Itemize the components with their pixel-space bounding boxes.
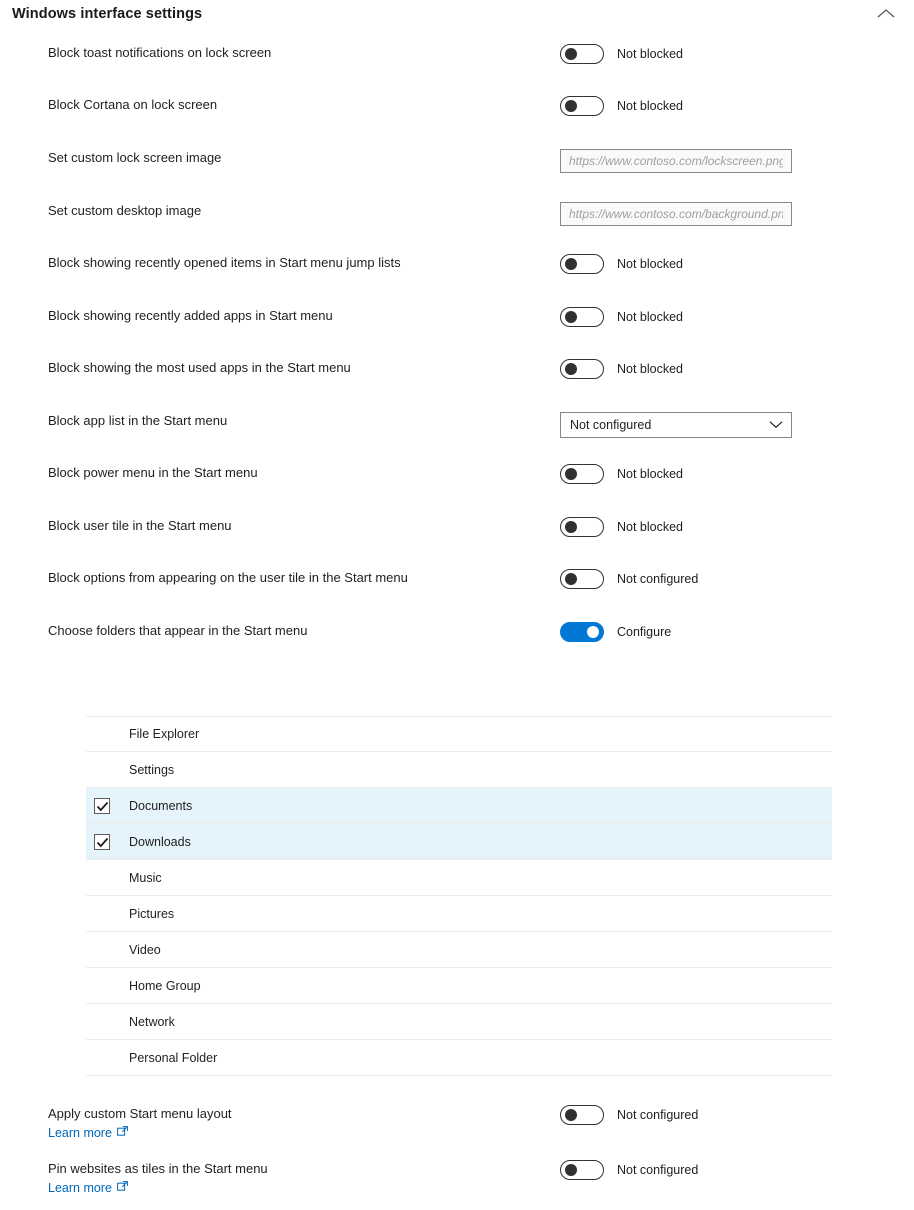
folder-row[interactable]: [86, 1040, 832, 1076]
setting-control: [560, 1160, 914, 1180]
setting-row: [0, 569, 914, 605]
folder-row[interactable]: [86, 932, 832, 968]
setting-label: Block Cortana on lock screen: [48, 97, 218, 112]
external-link-icon: [117, 1125, 128, 1142]
toggle-state-label: Not configured: [617, 1163, 699, 1177]
setting-control: [560, 44, 914, 64]
toggle-knob: [565, 100, 577, 112]
setting-control: [560, 517, 914, 537]
setting-label: Set custom lock screen image: [48, 150, 222, 165]
toggle-knob: [565, 258, 577, 270]
toggle-state-label: Not blocked: [617, 47, 684, 61]
setting-label: Set custom desktop image: [48, 203, 202, 218]
setting-toggle[interactable]: [560, 517, 604, 537]
toggle-state-label: Not configured: [617, 1108, 699, 1122]
setting-control: [560, 254, 914, 274]
folder-name: File Explorer: [129, 727, 200, 741]
folder-name: Settings: [129, 762, 175, 777]
setting-control: [560, 307, 914, 327]
setting-toggle[interactable]: [560, 96, 604, 116]
toggle-knob: [565, 48, 577, 60]
folder-row[interactable]: [86, 896, 832, 932]
toggle-knob: [565, 1164, 577, 1176]
setting-control: [560, 359, 914, 379]
setting-row: [0, 622, 914, 658]
section-header: [0, 0, 914, 34]
setting-control: [560, 622, 914, 642]
setting-control: [560, 569, 914, 589]
learn-more-link[interactable]: [48, 1125, 128, 1142]
url-input[interactable]: [560, 202, 792, 226]
folder-row[interactable]: [86, 716, 832, 752]
toggle-knob: [565, 573, 577, 585]
setting-control: [560, 202, 914, 226]
folder-name: Personal Folder: [129, 1050, 218, 1065]
setting-control: [560, 96, 914, 116]
dropdown-value: Not configured: [570, 418, 652, 432]
setting-row: [0, 1160, 914, 1197]
toggle-state-label: Not configured: [617, 572, 699, 586]
setting-row: [0, 359, 914, 395]
setting-label: Block toast notifications on lock screen: [48, 45, 272, 60]
folder-row[interactable]: [86, 752, 832, 788]
setting-row: [0, 412, 914, 448]
toggle-state-label: Not blocked: [617, 520, 684, 534]
toggle-knob: [587, 626, 599, 638]
setting-row: [0, 149, 914, 185]
setting-label: Block options from appearing on the user tile in the Start menu: [48, 570, 408, 585]
setting-toggle[interactable]: [560, 464, 604, 484]
setting-label: Block power menu in the Start menu: [48, 465, 258, 480]
setting-control: [560, 464, 914, 484]
setting-row: [0, 1105, 914, 1142]
setting-row: [0, 44, 914, 80]
folder-row[interactable]: [86, 968, 832, 1004]
chevron-down-icon: [769, 418, 783, 432]
setting-control: [560, 149, 914, 173]
folder-row[interactable]: [86, 788, 832, 824]
toggle-state-label: Not blocked: [617, 467, 684, 481]
chevron-up-icon[interactable]: [874, 6, 898, 24]
folder-name: Network: [129, 1014, 175, 1029]
learn-more-link[interactable]: [48, 1180, 128, 1197]
setting-toggle[interactable]: [560, 1160, 604, 1180]
toggle-knob: [565, 311, 577, 323]
setting-label-group: [0, 1160, 560, 1197]
external-link-icon: [117, 1180, 128, 1197]
setting-toggle[interactable]: [560, 622, 604, 642]
folder-row[interactable]: [86, 860, 832, 896]
toggle-state-label: Not blocked: [617, 362, 684, 376]
learn-more-text: Learn more: [48, 1126, 112, 1140]
setting-control: [560, 412, 914, 438]
setting-label: Block app list in the Start menu: [48, 413, 228, 428]
setting-toggle[interactable]: [560, 1105, 604, 1125]
page-title: Windows interface settings: [12, 6, 203, 22]
folder-name: Pictures: [129, 906, 175, 921]
folder-name: Documents: [129, 798, 193, 813]
folder-name: Music: [129, 870, 162, 885]
setting-row: [0, 254, 914, 290]
setting-label: Apply custom Start menu layout: [48, 1106, 232, 1121]
toggle-knob: [565, 521, 577, 533]
setting-row: [0, 202, 914, 238]
setting-row: [0, 517, 914, 553]
toggle-state-label: Not blocked: [617, 310, 684, 324]
folder-row[interactable]: [86, 1004, 832, 1040]
url-input[interactable]: [560, 149, 792, 173]
setting-label: Choose folders that appear in the Start menu: [48, 623, 308, 638]
setting-dropdown[interactable]: [560, 412, 792, 438]
setting-row: [0, 307, 914, 343]
toggle-knob: [565, 363, 577, 375]
setting-label-group: [0, 1105, 560, 1142]
learn-more-text: Learn more: [48, 1181, 112, 1195]
setting-label: Block showing recently opened items in Start menu jump lists: [48, 255, 401, 270]
toggle-state-label: Not blocked: [617, 99, 684, 113]
folder-row[interactable]: [86, 824, 832, 860]
setting-label: Block user tile in the Start menu: [48, 518, 232, 533]
setting-label: Block showing recently added apps in Start menu: [48, 308, 333, 323]
setting-row: [0, 464, 914, 500]
setting-toggle[interactable]: [560, 569, 604, 589]
folder-checkbox[interactable]: [94, 798, 110, 814]
setting-toggle[interactable]: [560, 254, 604, 274]
start-menu-folders-table: [86, 716, 832, 1076]
folder-name: Downloads: [129, 834, 191, 849]
folder-checkbox[interactable]: [94, 834, 110, 850]
setting-toggle[interactable]: [560, 359, 604, 379]
folder-name: Home Group: [129, 978, 201, 993]
setting-toggle[interactable]: [560, 44, 604, 64]
setting-control: [560, 1105, 914, 1125]
setting-toggle[interactable]: [560, 307, 604, 327]
setting-label: Pin websites as tiles in the Start menu: [48, 1161, 268, 1176]
folder-name: Video: [129, 942, 161, 957]
setting-row: [0, 96, 914, 132]
toggle-knob: [565, 468, 577, 480]
toggle-state-label: Not blocked: [617, 257, 684, 271]
setting-label: Block showing the most used apps in the Start menu: [48, 360, 351, 375]
toggle-knob: [565, 1109, 577, 1121]
toggle-state-label: Configure: [617, 625, 672, 639]
